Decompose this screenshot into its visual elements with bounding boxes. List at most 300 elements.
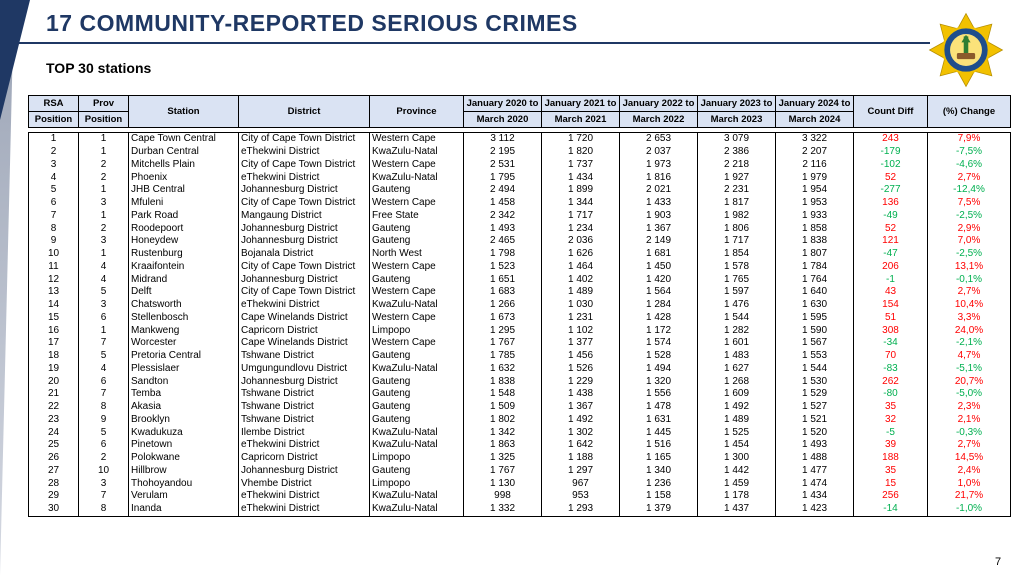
cell-count-2023: 1 268 bbox=[698, 375, 776, 388]
cell-rsa-position: 3 bbox=[29, 159, 79, 172]
cell-station: Mitchells Plain bbox=[129, 159, 239, 172]
cell-prov-position: 3 bbox=[79, 477, 129, 490]
cell-count-diff: -47 bbox=[854, 248, 928, 261]
saps-badge-icon bbox=[928, 12, 1004, 88]
cell-district: Tshwane District bbox=[239, 414, 370, 427]
cell-count-2020: 3 112 bbox=[464, 133, 542, 146]
cell-rsa-position: 17 bbox=[29, 337, 79, 350]
cell-count-2024: 1 553 bbox=[776, 350, 854, 363]
decorative-stripe-dark bbox=[0, 0, 30, 120]
cell-pct-change: 2,9% bbox=[928, 222, 1011, 235]
cell-district: Johannesburg District bbox=[239, 222, 370, 235]
cell-station: Temba bbox=[129, 388, 239, 401]
cell-rsa-position: 10 bbox=[29, 248, 79, 261]
cell-count-2022: 1 903 bbox=[620, 210, 698, 223]
cell-district: eThekwini District bbox=[239, 490, 370, 503]
cell-district: Johannesburg District bbox=[239, 273, 370, 286]
cell-count-2020: 1 785 bbox=[464, 350, 542, 363]
cell-count-2020: 2 494 bbox=[464, 184, 542, 197]
cell-station: Akasia bbox=[129, 401, 239, 414]
cell-pct-change: -0,1% bbox=[928, 273, 1011, 286]
cell-count-2022: 1 236 bbox=[620, 477, 698, 490]
cell-pct-change: 4,7% bbox=[928, 350, 1011, 363]
cell-rsa-position: 21 bbox=[29, 388, 79, 401]
cell-count-2023: 2 386 bbox=[698, 146, 776, 159]
table-row bbox=[29, 171, 1011, 184]
header-period-2020-line1: January 2020 to bbox=[464, 96, 542, 112]
cell-pct-change: -7,5% bbox=[928, 146, 1011, 159]
cell-station: Inanda bbox=[129, 503, 239, 516]
cell-district: City of Cape Town District bbox=[239, 159, 370, 172]
cell-station: Brooklyn bbox=[129, 414, 239, 427]
cell-count-2023: 1 442 bbox=[698, 465, 776, 478]
cell-count-2024: 1 953 bbox=[776, 197, 854, 210]
cell-count-2021: 1 102 bbox=[542, 324, 620, 337]
cell-count-2021: 1 344 bbox=[542, 197, 620, 210]
cell-pct-change: 2,7% bbox=[928, 171, 1011, 184]
cell-pct-change: 2,1% bbox=[928, 414, 1011, 427]
cell-prov-position: 2 bbox=[79, 222, 129, 235]
cell-count-2021: 1 434 bbox=[542, 171, 620, 184]
cell-count-diff: 243 bbox=[854, 133, 928, 146]
table-row bbox=[29, 235, 1011, 248]
cell-pct-change: 10,4% bbox=[928, 299, 1011, 312]
cell-count-2023: 1 483 bbox=[698, 350, 776, 363]
cell-count-2022: 1 478 bbox=[620, 401, 698, 414]
cell-pct-change: 3,3% bbox=[928, 312, 1011, 325]
cell-count-diff: -5 bbox=[854, 426, 928, 439]
cell-count-2021: 1 234 bbox=[542, 222, 620, 235]
cell-prov-position: 3 bbox=[79, 197, 129, 210]
cell-province: Gauteng bbox=[370, 222, 464, 235]
cell-rsa-position: 20 bbox=[29, 375, 79, 388]
cell-prov-position: 6 bbox=[79, 312, 129, 325]
cell-count-2024: 1 858 bbox=[776, 222, 854, 235]
cell-prov-position: 5 bbox=[79, 426, 129, 439]
page-number: 7 bbox=[995, 556, 1002, 568]
cell-pct-change: -4,6% bbox=[928, 159, 1011, 172]
cell-station: Hillbrow bbox=[129, 465, 239, 478]
cell-count-2024: 1 630 bbox=[776, 299, 854, 312]
cell-count-2023: 1 476 bbox=[698, 299, 776, 312]
cell-prov-position: 1 bbox=[79, 146, 129, 159]
cell-count-diff: 206 bbox=[854, 261, 928, 274]
cell-count-2024: 1 979 bbox=[776, 171, 854, 184]
cell-count-2021: 1 438 bbox=[542, 388, 620, 401]
cell-count-2020: 1 548 bbox=[464, 388, 542, 401]
cell-count-2023: 1 609 bbox=[698, 388, 776, 401]
table-row bbox=[29, 350, 1011, 363]
header-period-2024-line2: March 2024 bbox=[776, 112, 854, 128]
cell-station: Sandton bbox=[129, 375, 239, 388]
cell-count-2021: 1 737 bbox=[542, 159, 620, 172]
cell-count-2021: 1 492 bbox=[542, 414, 620, 427]
cell-province: KwaZulu-Natal bbox=[370, 426, 464, 439]
table-row bbox=[29, 210, 1011, 223]
cell-count-2022: 1 494 bbox=[620, 363, 698, 376]
cell-district: Cape Winelands District bbox=[239, 337, 370, 350]
cell-count-2024: 1 567 bbox=[776, 337, 854, 350]
cell-count-2024: 1 764 bbox=[776, 273, 854, 286]
cell-rsa-position: 27 bbox=[29, 465, 79, 478]
cell-count-2021: 1 367 bbox=[542, 401, 620, 414]
cell-pct-change: -2,5% bbox=[928, 248, 1011, 261]
cell-count-2020: 1 632 bbox=[464, 363, 542, 376]
cell-station: Pretoria Central bbox=[129, 350, 239, 363]
table-row bbox=[29, 477, 1011, 490]
cell-province: KwaZulu-Natal bbox=[370, 146, 464, 159]
cell-station: Phoenix bbox=[129, 171, 239, 184]
cell-province: Western Cape bbox=[370, 159, 464, 172]
cell-district: Tshwane District bbox=[239, 350, 370, 363]
cell-count-diff: 70 bbox=[854, 350, 928, 363]
cell-count-diff: 308 bbox=[854, 324, 928, 337]
cell-province: Gauteng bbox=[370, 465, 464, 478]
cell-count-2024: 1 520 bbox=[776, 426, 854, 439]
cell-count-2024: 1 838 bbox=[776, 235, 854, 248]
cell-count-diff: 52 bbox=[854, 171, 928, 184]
cell-rsa-position: 22 bbox=[29, 401, 79, 414]
header-station: Station bbox=[129, 96, 239, 128]
cell-rsa-position: 9 bbox=[29, 235, 79, 248]
cell-district: City of Cape Town District bbox=[239, 286, 370, 299]
cell-rsa-position: 4 bbox=[29, 171, 79, 184]
cell-pct-change: 21,7% bbox=[928, 490, 1011, 503]
cell-pct-change: 7,9% bbox=[928, 133, 1011, 146]
cell-count-2020: 998 bbox=[464, 490, 542, 503]
cell-count-2022: 1 420 bbox=[620, 273, 698, 286]
cell-count-2021: 1 489 bbox=[542, 286, 620, 299]
table-row bbox=[29, 133, 1011, 146]
cell-count-2020: 1 130 bbox=[464, 477, 542, 490]
cell-station: Worcester bbox=[129, 337, 239, 350]
cell-count-2020: 1 332 bbox=[464, 503, 542, 516]
cell-count-2020: 1 266 bbox=[464, 299, 542, 312]
cell-count-2023: 1 578 bbox=[698, 261, 776, 274]
cell-count-2023: 1 492 bbox=[698, 401, 776, 414]
cell-count-2020: 1 838 bbox=[464, 375, 542, 388]
cell-count-2024: 1 474 bbox=[776, 477, 854, 490]
cell-district: Cape Winelands District bbox=[239, 312, 370, 325]
cell-district: Johannesburg District bbox=[239, 235, 370, 248]
cell-district: Vhembe District bbox=[239, 477, 370, 490]
cell-count-2023: 2 231 bbox=[698, 184, 776, 197]
table-row bbox=[29, 337, 1011, 350]
cell-district: Johannesburg District bbox=[239, 465, 370, 478]
cell-count-2024: 1 488 bbox=[776, 452, 854, 465]
cell-station: Park Road bbox=[129, 210, 239, 223]
cell-count-2021: 1 377 bbox=[542, 337, 620, 350]
cell-count-2020: 1 767 bbox=[464, 465, 542, 478]
cell-rsa-position: 24 bbox=[29, 426, 79, 439]
table-row bbox=[29, 146, 1011, 159]
cell-rsa-position: 8 bbox=[29, 222, 79, 235]
cell-prov-position: 7 bbox=[79, 490, 129, 503]
cell-prov-position: 4 bbox=[79, 273, 129, 286]
cell-count-2021: 1 526 bbox=[542, 363, 620, 376]
table-row bbox=[29, 414, 1011, 427]
cell-count-diff: 52 bbox=[854, 222, 928, 235]
cell-province: Western Cape bbox=[370, 286, 464, 299]
cell-prov-position: 7 bbox=[79, 337, 129, 350]
header-period-2020-line2: March 2020 bbox=[464, 112, 542, 128]
cell-rsa-position: 29 bbox=[29, 490, 79, 503]
cell-count-diff: -49 bbox=[854, 210, 928, 223]
cell-district: City of Cape Town District bbox=[239, 133, 370, 146]
cell-province: Western Cape bbox=[370, 337, 464, 350]
cell-pct-change: 13,1% bbox=[928, 261, 1011, 274]
cell-count-diff: 121 bbox=[854, 235, 928, 248]
table-row bbox=[29, 324, 1011, 337]
cell-prov-position: 6 bbox=[79, 375, 129, 388]
cell-count-2022: 2 653 bbox=[620, 133, 698, 146]
cell-count-2021: 1 231 bbox=[542, 312, 620, 325]
cell-count-2024: 1 477 bbox=[776, 465, 854, 478]
cell-count-2020: 1 509 bbox=[464, 401, 542, 414]
cell-count-2023: 1 525 bbox=[698, 426, 776, 439]
cell-rsa-position: 14 bbox=[29, 299, 79, 312]
cell-count-2023: 1 489 bbox=[698, 414, 776, 427]
cell-count-2024: 1 933 bbox=[776, 210, 854, 223]
cell-station: Polokwane bbox=[129, 452, 239, 465]
cell-count-2020: 1 342 bbox=[464, 426, 542, 439]
cell-count-2023: 1 627 bbox=[698, 363, 776, 376]
cell-district: eThekwini District bbox=[239, 146, 370, 159]
table-row bbox=[29, 222, 1011, 235]
cell-count-diff: 154 bbox=[854, 299, 928, 312]
cell-count-2022: 1 528 bbox=[620, 350, 698, 363]
cell-count-2023: 1 178 bbox=[698, 490, 776, 503]
cell-prov-position: 1 bbox=[79, 210, 129, 223]
cell-district: eThekwini District bbox=[239, 171, 370, 184]
table-row bbox=[29, 465, 1011, 478]
cell-count-2024: 1 423 bbox=[776, 503, 854, 516]
cell-rsa-position: 25 bbox=[29, 439, 79, 452]
cell-pct-change: -0,3% bbox=[928, 426, 1011, 439]
cell-count-2023: 3 079 bbox=[698, 133, 776, 146]
cell-count-2022: 1 450 bbox=[620, 261, 698, 274]
cell-province: Free State bbox=[370, 210, 464, 223]
cell-count-2020: 1 795 bbox=[464, 171, 542, 184]
cell-station: Plessislaer bbox=[129, 363, 239, 376]
cell-count-2024: 1 544 bbox=[776, 363, 854, 376]
cell-count-diff: 32 bbox=[854, 414, 928, 427]
cell-count-2021: 1 717 bbox=[542, 210, 620, 223]
cell-count-2023: 1 806 bbox=[698, 222, 776, 235]
cell-count-2022: 1 158 bbox=[620, 490, 698, 503]
cell-province: Limpopo bbox=[370, 452, 464, 465]
cell-pct-change: 1,0% bbox=[928, 477, 1011, 490]
cell-count-2022: 1 681 bbox=[620, 248, 698, 261]
cell-rsa-position: 28 bbox=[29, 477, 79, 490]
cell-pct-change: 2,3% bbox=[928, 401, 1011, 414]
cell-count-2022: 1 379 bbox=[620, 503, 698, 516]
cell-province: Gauteng bbox=[370, 388, 464, 401]
cell-province: KwaZulu-Natal bbox=[370, 299, 464, 312]
cell-count-2021: 1 302 bbox=[542, 426, 620, 439]
cell-count-2021: 1 899 bbox=[542, 184, 620, 197]
cell-province: Gauteng bbox=[370, 273, 464, 286]
cell-count-2020: 1 798 bbox=[464, 248, 542, 261]
cell-station: Chatsworth bbox=[129, 299, 239, 312]
cell-count-diff: 256 bbox=[854, 490, 928, 503]
cell-station: Durban Central bbox=[129, 146, 239, 159]
cell-province: KwaZulu-Natal bbox=[370, 503, 464, 516]
cell-count-2021: 1 464 bbox=[542, 261, 620, 274]
cell-province: KwaZulu-Natal bbox=[370, 171, 464, 184]
cell-count-2021: 1 402 bbox=[542, 273, 620, 286]
cell-count-2024: 1 530 bbox=[776, 375, 854, 388]
cell-pct-change: -1,0% bbox=[928, 503, 1011, 516]
cell-rsa-position: 19 bbox=[29, 363, 79, 376]
cell-count-2020: 1 493 bbox=[464, 222, 542, 235]
cell-district: eThekwini District bbox=[239, 503, 370, 516]
cell-rsa-position: 7 bbox=[29, 210, 79, 223]
cell-district: Tshwane District bbox=[239, 401, 370, 414]
cell-count-2023: 1 854 bbox=[698, 248, 776, 261]
cell-count-2023: 1 544 bbox=[698, 312, 776, 325]
cell-count-2022: 1 172 bbox=[620, 324, 698, 337]
cell-prov-position: 7 bbox=[79, 388, 129, 401]
header-province: Province bbox=[370, 96, 464, 128]
cell-count-2021: 1 297 bbox=[542, 465, 620, 478]
cell-count-2023: 1 597 bbox=[698, 286, 776, 299]
cell-prov-position: 8 bbox=[79, 503, 129, 516]
cell-count-2020: 2 195 bbox=[464, 146, 542, 159]
cell-count-diff: 35 bbox=[854, 465, 928, 478]
cell-pct-change: 14,5% bbox=[928, 452, 1011, 465]
cell-province: Gauteng bbox=[370, 350, 464, 363]
header-district: District bbox=[239, 96, 370, 128]
cell-station: Roodepoort bbox=[129, 222, 239, 235]
cell-pct-change: 2,4% bbox=[928, 465, 1011, 478]
header-rsa-position-line1: RSA bbox=[29, 96, 79, 112]
cell-prov-position: 2 bbox=[79, 452, 129, 465]
cell-rsa-position: 13 bbox=[29, 286, 79, 299]
cell-count-2021: 1 030 bbox=[542, 299, 620, 312]
cell-district: City of Cape Town District bbox=[239, 197, 370, 210]
cell-district: City of Cape Town District bbox=[239, 261, 370, 274]
cell-count-2022: 1 564 bbox=[620, 286, 698, 299]
cell-count-2024: 2 207 bbox=[776, 146, 854, 159]
cell-count-2022: 2 037 bbox=[620, 146, 698, 159]
cell-count-2023: 1 282 bbox=[698, 324, 776, 337]
header-rsa-position-line2: Position bbox=[29, 112, 79, 128]
table-row bbox=[29, 248, 1011, 261]
cell-count-2023: 1 459 bbox=[698, 477, 776, 490]
cell-count-2022: 2 149 bbox=[620, 235, 698, 248]
table-row bbox=[29, 299, 1011, 312]
cell-province: Western Cape bbox=[370, 261, 464, 274]
cell-count-2024: 1 954 bbox=[776, 184, 854, 197]
cell-prov-position: 5 bbox=[79, 286, 129, 299]
cell-pct-change: 7,5% bbox=[928, 197, 1011, 210]
cell-prov-position: 5 bbox=[79, 350, 129, 363]
cell-station: JHB Central bbox=[129, 184, 239, 197]
cell-count-2020: 1 458 bbox=[464, 197, 542, 210]
cell-count-2022: 1 973 bbox=[620, 159, 698, 172]
cell-prov-position: 9 bbox=[79, 414, 129, 427]
cell-station: Pinetown bbox=[129, 439, 239, 452]
header-count-diff: Count Diff bbox=[854, 96, 928, 128]
cell-count-2022: 1 428 bbox=[620, 312, 698, 325]
cell-district: Capricorn District bbox=[239, 324, 370, 337]
cell-count-2023: 1 717 bbox=[698, 235, 776, 248]
cell-rsa-position: 5 bbox=[29, 184, 79, 197]
cell-rsa-position: 6 bbox=[29, 197, 79, 210]
header-period-2021-line2: March 2021 bbox=[542, 112, 620, 128]
table-row bbox=[29, 503, 1011, 516]
table-row bbox=[29, 426, 1011, 439]
cell-count-2021: 1 720 bbox=[542, 133, 620, 146]
cell-count-2022: 1 284 bbox=[620, 299, 698, 312]
cell-prov-position: 8 bbox=[79, 401, 129, 414]
table-row bbox=[29, 452, 1011, 465]
cell-count-diff: -179 bbox=[854, 146, 928, 159]
cell-count-2022: 1 631 bbox=[620, 414, 698, 427]
cell-district: Johannesburg District bbox=[239, 184, 370, 197]
cell-pct-change: 2,7% bbox=[928, 286, 1011, 299]
cell-count-diff: 39 bbox=[854, 439, 928, 452]
cell-count-2023: 1 817 bbox=[698, 197, 776, 210]
cell-station: Kraaifontein bbox=[129, 261, 239, 274]
cell-count-diff: -277 bbox=[854, 184, 928, 197]
header-period-2022-line2: March 2022 bbox=[620, 112, 698, 128]
table-row bbox=[29, 375, 1011, 388]
cell-count-2023: 1 300 bbox=[698, 452, 776, 465]
cell-province: Gauteng bbox=[370, 235, 464, 248]
cell-rsa-position: 26 bbox=[29, 452, 79, 465]
cell-pct-change: 24,0% bbox=[928, 324, 1011, 337]
cell-pct-change: -5,1% bbox=[928, 363, 1011, 376]
cell-province: Western Cape bbox=[370, 133, 464, 146]
cell-count-2021: 1 456 bbox=[542, 350, 620, 363]
cell-count-2024: 1 590 bbox=[776, 324, 854, 337]
cell-count-2024: 1 595 bbox=[776, 312, 854, 325]
cell-count-2021: 1 293 bbox=[542, 503, 620, 516]
cell-count-2022: 1 433 bbox=[620, 197, 698, 210]
cell-count-2021: 1 188 bbox=[542, 452, 620, 465]
table-row bbox=[29, 286, 1011, 299]
cell-prov-position: 1 bbox=[79, 133, 129, 146]
cell-prov-position: 4 bbox=[79, 261, 129, 274]
cell-province: Gauteng bbox=[370, 414, 464, 427]
cell-rsa-position: 15 bbox=[29, 312, 79, 325]
cell-station: Mankweng bbox=[129, 324, 239, 337]
cell-district: Umgungundlovu District bbox=[239, 363, 370, 376]
cell-station: Cape Town Central bbox=[129, 133, 239, 146]
cell-count-diff: -102 bbox=[854, 159, 928, 172]
cell-province: North West bbox=[370, 248, 464, 261]
cell-count-2020: 1 767 bbox=[464, 337, 542, 350]
cell-prov-position: 3 bbox=[79, 299, 129, 312]
table-row bbox=[29, 363, 1011, 376]
cell-count-2020: 1 325 bbox=[464, 452, 542, 465]
cell-count-2020: 1 651 bbox=[464, 273, 542, 286]
header-period-2022-line1: January 2022 to bbox=[620, 96, 698, 112]
cell-prov-position: 1 bbox=[79, 324, 129, 337]
cell-station: Mfuleni bbox=[129, 197, 239, 210]
table-subtitle: TOP 30 stations bbox=[46, 60, 152, 76]
cell-station: Honeydew bbox=[129, 235, 239, 248]
cell-count-2021: 1 820 bbox=[542, 146, 620, 159]
cell-count-2022: 2 021 bbox=[620, 184, 698, 197]
cell-rsa-position: 11 bbox=[29, 261, 79, 274]
cell-rsa-position: 16 bbox=[29, 324, 79, 337]
cell-province: KwaZulu-Natal bbox=[370, 363, 464, 376]
cell-district: Capricorn District bbox=[239, 452, 370, 465]
cell-pct-change: 2,7% bbox=[928, 439, 1011, 452]
